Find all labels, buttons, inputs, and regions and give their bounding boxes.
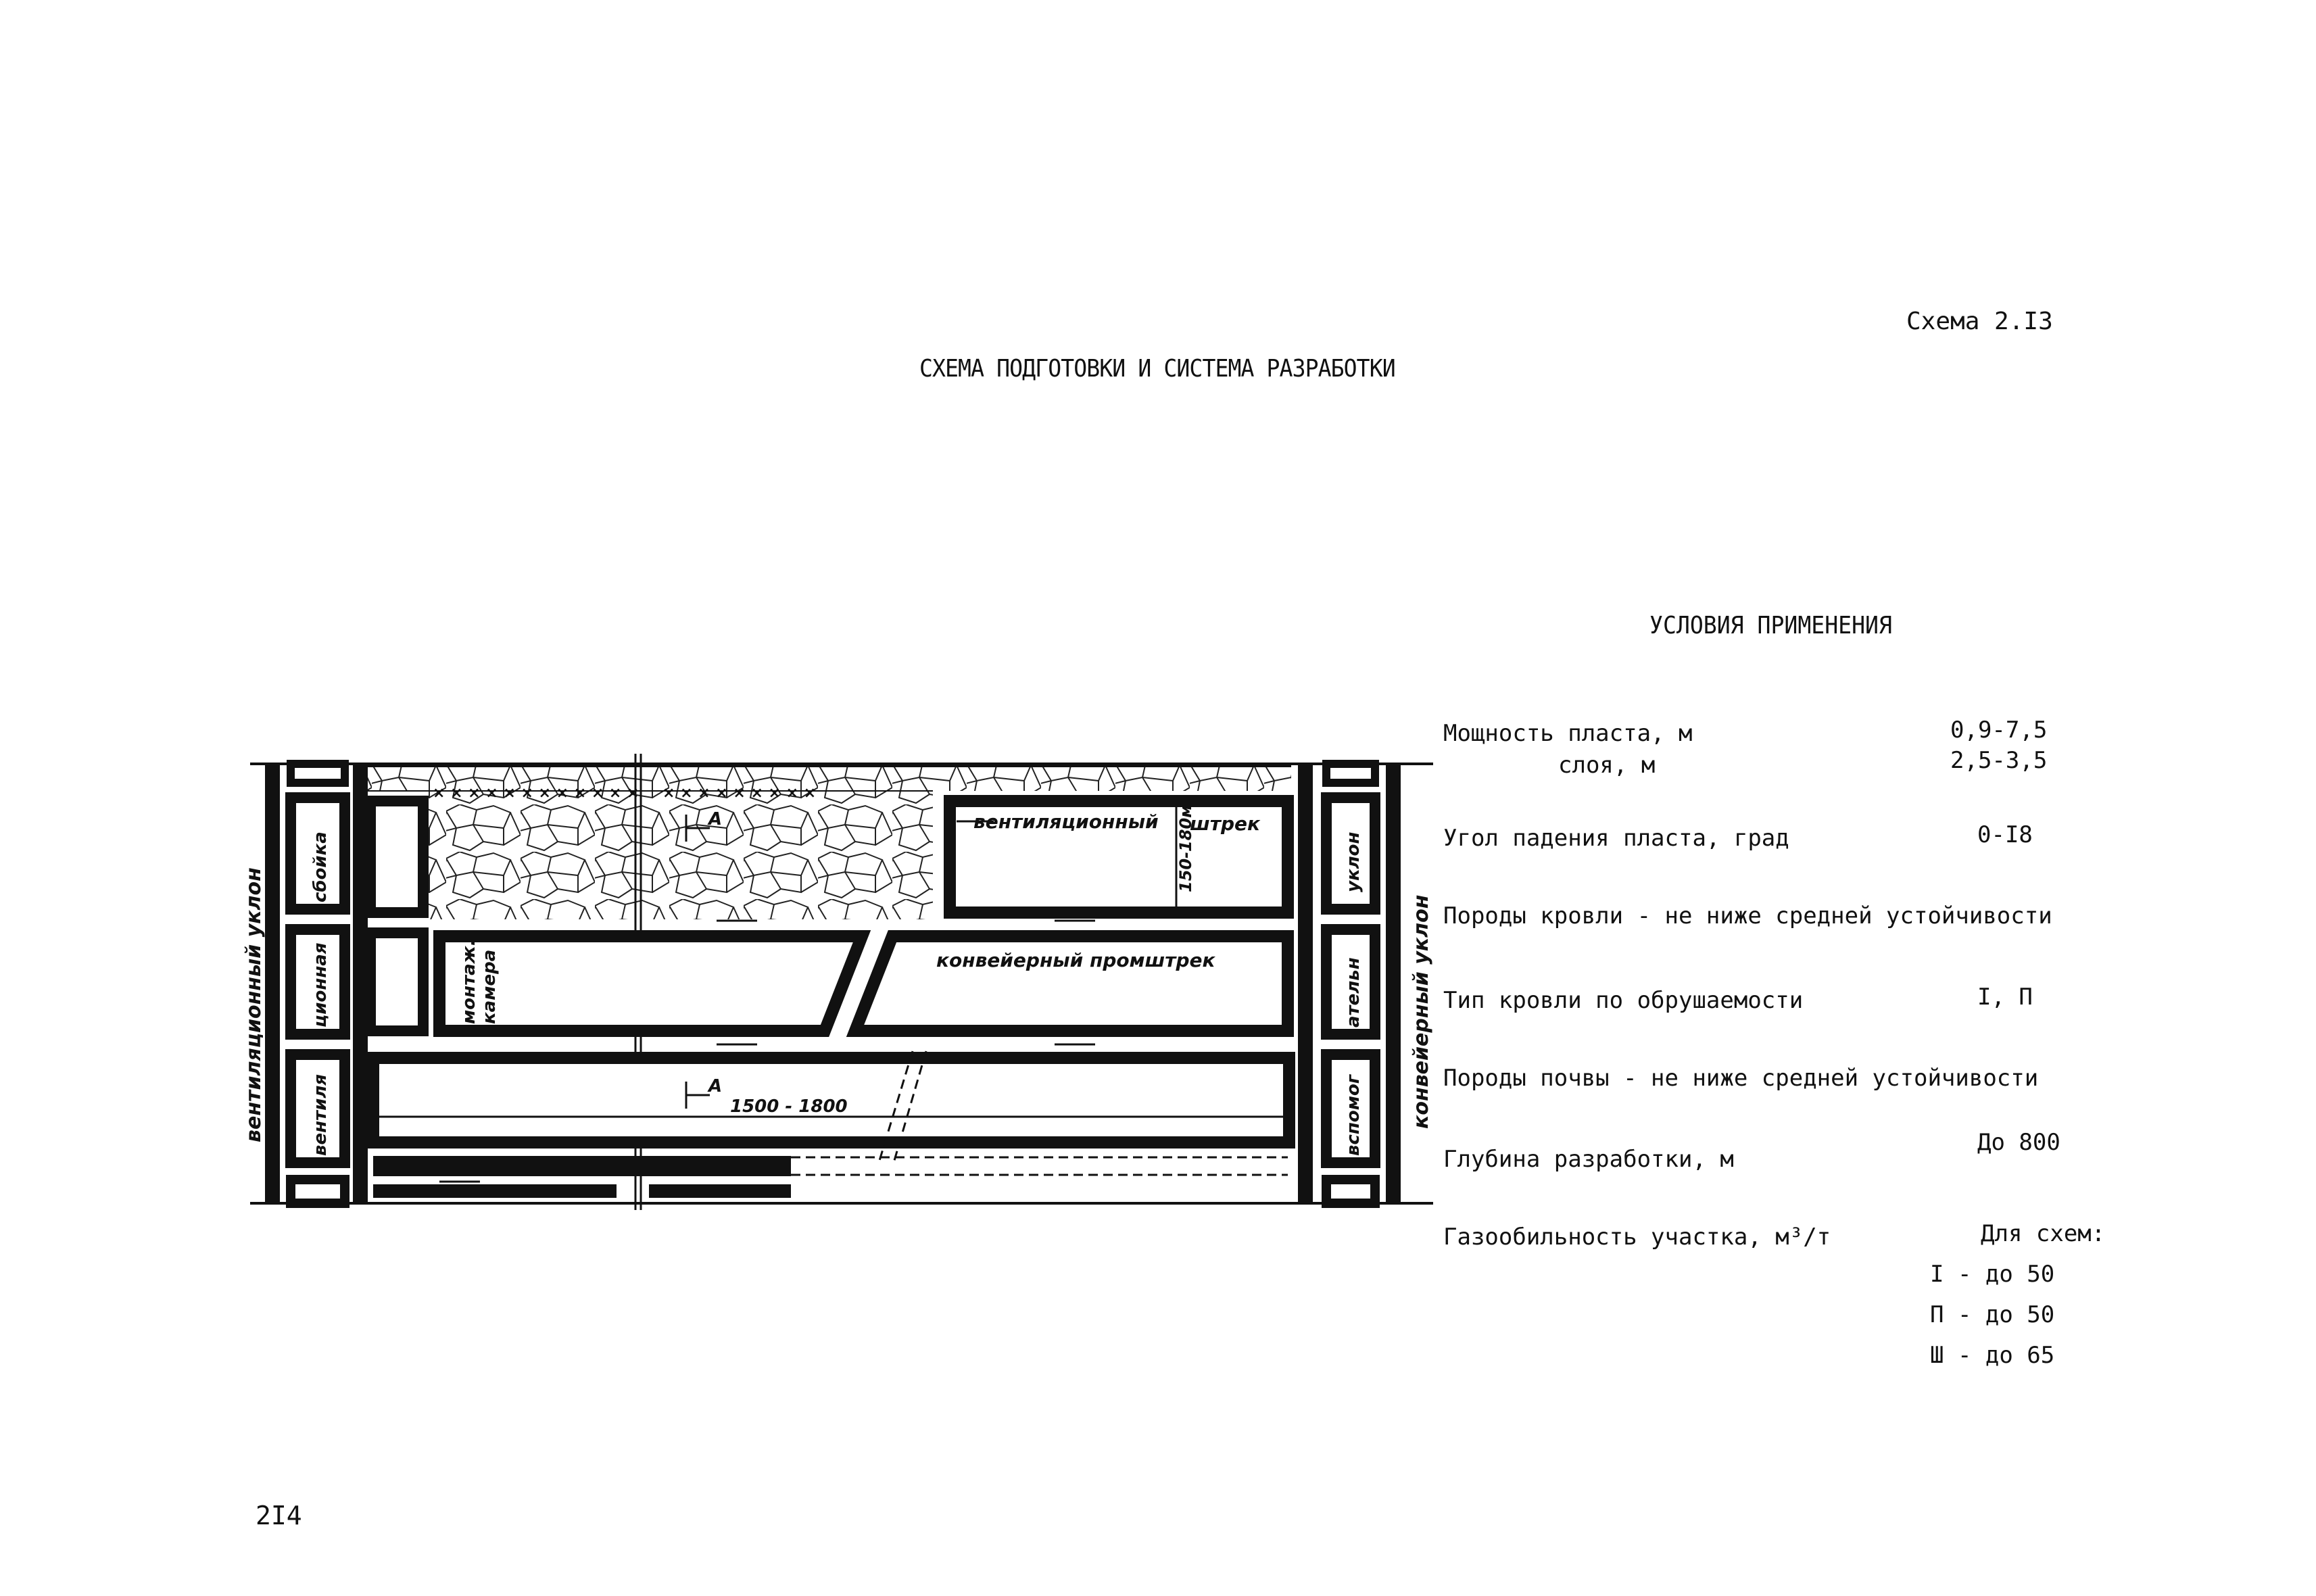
svg-text:А: А xyxy=(708,809,723,829)
label-right-1: уклон xyxy=(1343,831,1364,892)
svg-text:1500 - 1800: 1500 - 1800 xyxy=(730,1096,848,1117)
label-crosscut-3: вентиля xyxy=(310,1073,331,1156)
roof-rocks: Породы кровли - не ниже средней устойчивости xyxy=(1443,902,2052,929)
scheme-number: Схема 2.I3 xyxy=(1906,308,2053,335)
svg-text:150-180м: 150-180м xyxy=(1176,804,1195,892)
roof-type-value: I, П xyxy=(1977,984,2033,1011)
label-right-3: вспомог xyxy=(1343,1074,1364,1156)
depth-value: До 800 xyxy=(1977,1129,2060,1156)
svg-text:А: А xyxy=(708,1076,723,1096)
label-conveyor-interdrift: конвейерный промштрек xyxy=(936,949,1215,971)
page-title: СХЕМА ПОДГОТОВКИ И СИСТЕМА РАЗРАБОТКИ xyxy=(919,355,1395,383)
layer-label: слоя, м xyxy=(1558,752,1656,779)
gas-scheme-2: П - до 50 xyxy=(1930,1301,2055,1328)
label-vent-drift: вентиляционный xyxy=(973,811,1159,833)
pillar-install-chamber xyxy=(439,936,862,1031)
gas-scheme-3: Ш - до 65 xyxy=(1930,1342,2055,1369)
page-number: 2I4 xyxy=(256,1501,302,1530)
svg-text:× × × × × × × × × × × ×: × × × × × × × × × × × × xyxy=(433,785,640,802)
label-crosscut-1: сбойка xyxy=(310,831,331,902)
roof-type-label: Тип кровли по обрушаемости xyxy=(1443,987,1804,1014)
label-right-2: ательн xyxy=(1343,957,1364,1027)
floor-rocks: Породы почвы - не ниже средней устойчивости xyxy=(1443,1065,2039,1092)
seam-thickness-label: Мощность пласта, м xyxy=(1443,720,1693,747)
dip-angle-value: 0-I8 xyxy=(1977,821,2033,848)
label-install-1: монтаж. xyxy=(459,939,479,1024)
mining-scheme-diagram xyxy=(230,730,1447,1230)
dip-angle-label: Угол падения пласта, град xyxy=(1443,825,1789,852)
depth-label: Глубина разработки, м xyxy=(1443,1146,1734,1173)
label-crosscut-2: ционная xyxy=(310,942,331,1027)
gas-schemes-header: Для схем: xyxy=(1981,1220,2106,1247)
gas-scheme-1: I - до 50 xyxy=(1930,1261,2055,1288)
label-conveyor-slope: конвейерный уклон xyxy=(1409,894,1433,1129)
seam-thickness-value: 0,9-7,5 xyxy=(1950,717,2048,744)
future-drift xyxy=(373,1156,791,1176)
layer-value: 2,5-3,5 xyxy=(1950,747,2048,774)
conditions-heading: УСЛОВИЯ ПРИМЕНЕНИЯ xyxy=(1649,612,1892,639)
label-install-2: камера xyxy=(479,949,500,1024)
label-vent-slope: вентиляционный уклон xyxy=(242,867,266,1142)
gas-label: Газообильность участка, м³/т xyxy=(1443,1224,1831,1251)
svg-text:× × × × × × × × ×: × × × × × × × × × xyxy=(662,785,817,802)
label-drift: штрек xyxy=(1190,813,1261,835)
